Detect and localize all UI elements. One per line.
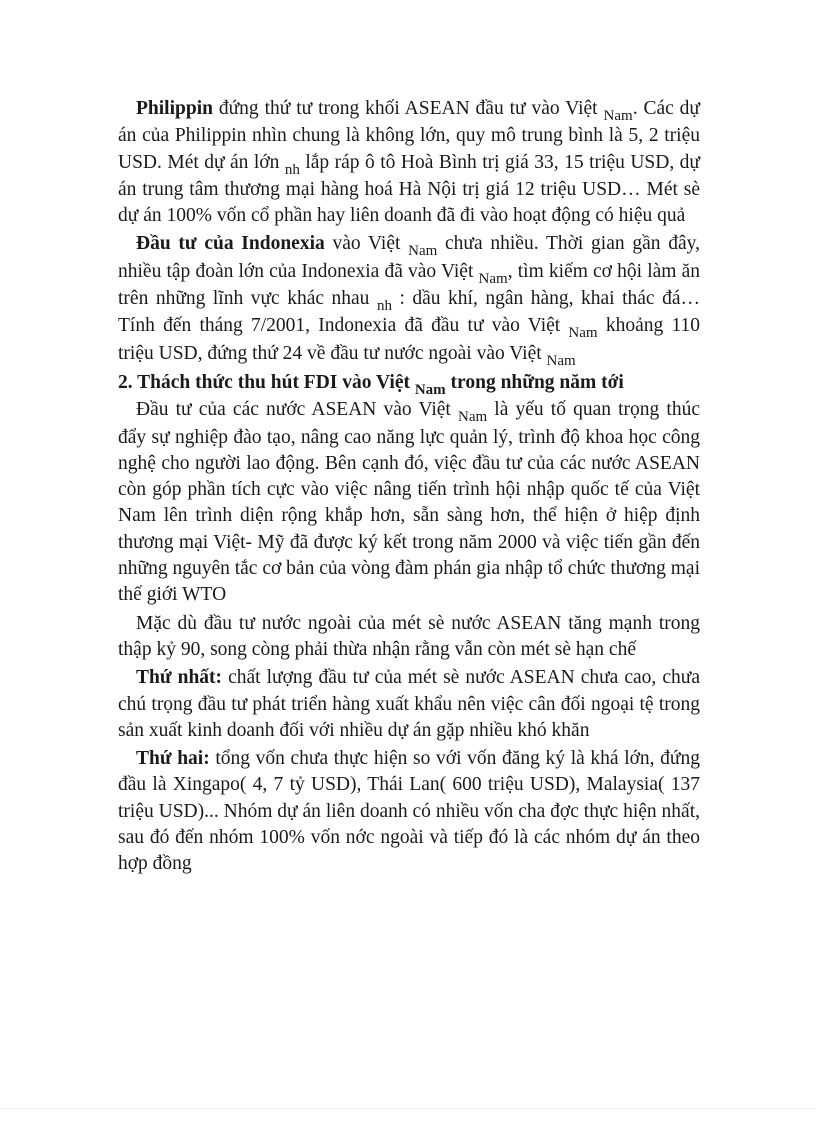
- paragraph-text: chưa nhiều. Thời gian gần đây, nhiều tập đoàn lớn của Indonexia đã vào Việt: [118, 233, 700, 282]
- paragraph: [118, 231, 700, 367]
- paragraph: [118, 611, 700, 664]
- paragraph: [118, 665, 700, 744]
- page-bottom-divider: [0, 1108, 816, 1109]
- paragraph-lead: Thứ hai:: [136, 748, 210, 770]
- paragraph-text: Đầu tư của các nước ASEAN vào Việt: [136, 399, 458, 421]
- paragraph: [118, 746, 700, 877]
- paragraph-text: vào Việt: [324, 233, 409, 255]
- subscript-text: Nam: [568, 325, 598, 342]
- paragraph-text: tổng vốn chưa thực hiện so với vốn đăng ký là khá lớn, đứng đầu là Xingapo( 4, 7 tỷ USD), Thái Lan( 600 triệu USD), Malaysia( 137 triệu USD)... Nhóm dự án liên doanh có nhiều vốn cha đợc thực hiện nhất, sau đó đến nhóm 100% vốn nớc ngoài và tiếp đó là các nhóm dự án theo hợp đồng: [118, 748, 700, 875]
- paragraph: [118, 397, 700, 608]
- paragraph-text: 2. Thách thức thu hút FDI vào Việt: [118, 371, 415, 393]
- paragraph-lead: Thứ nhất:: [136, 667, 223, 689]
- paragraph-text: khoảng 110 triệu USD, đứng thứ 24 về đầu tư nước ngoài vào Việt: [118, 315, 700, 364]
- section-heading: [118, 370, 700, 397]
- paragraph-lead: Đầu tư của Indonexia: [136, 233, 325, 255]
- paragraph-text: là yếu tố quan trọng thúc đẩy sự nghiệp đào tạo, nâng cao năng lực quản lý, trình độ khoa học công nghệ cho người lao động. Bên cạnh đó, việc đầu tư của các nước ASEAN còn góp phần tích cực vào việc nâng tiến trình hội nhập quốc tế của Việt Nam lên trình diện rộng khắp hơn, sẵn sàng hơn, thể hiện ở hiệp định thương mại Việt- Mỹ đã được ký kết trong năm 2000 và việc tiến gần đến những nguyên tắc cơ bản của vòng đàm phán gia nhập tổ chức thương mại thế giới WTO: [118, 399, 700, 606]
- document-body: [118, 96, 700, 880]
- paragraph: [118, 96, 700, 229]
- paragraph-text: đứng thứ tư trong khối ASEAN đầu tư vào Việt: [212, 98, 604, 119]
- subscript-text: Nam: [546, 352, 576, 369]
- subscript-text: nh: [284, 161, 300, 178]
- paragraph-text: trong những năm tới: [445, 371, 624, 393]
- paragraph-text: Mặc dù đầu tư nước ngoài của mét sè nước ASEAN tăng mạnh trong thập kỷ 90, song còng phải thừa nhận rằng vẫn còn mét sè hạn chế: [118, 612, 700, 660]
- paragraph-text: lắp ráp ô tô Hoà Bình trị giá 33, 15 triệu USD, dự án trung tâm thương mại hàng hoá Hà Nội trị giá 12 triệu USD… Mét sè dự án 100% vốn cổ phần hay liên doanh đã đi vào hoạt động có hiệu quả: [118, 151, 701, 227]
- paragraph-text: , tìm kiếm cơ hội làm ăn trên những lĩnh vực khác nhau: [118, 260, 701, 310]
- paragraph-text: . Các dự án của Philippin nhìn chung là không lớn, quy mô trung bình là 5, 2 triệu USD. Mét dự án lớn: [118, 98, 700, 173]
- paragraph-lead: Philippin: [136, 98, 213, 119]
- subscript-text: Nam: [408, 243, 438, 260]
- subscript-text: Nam: [478, 270, 508, 287]
- paragraph-text: chất lượng đầu tư của mét sè nước ASEAN chưa cao, chưa chú trọng đầu tư phát triển hàng xuất khẩu nên việc cân đối ngoại tệ trong sản xuất kinh doanh đối với nhiều dự án gặp nhiều khó khăn: [118, 667, 700, 741]
- subscript-text: Nam: [603, 108, 633, 124]
- paragraph-text: : dầu khí, ngân hàng, khai thác đá… Tính đến tháng 7/2001, Indonexia đã đầu tư vào Việt: [118, 288, 700, 337]
- subscript-text: Nam: [414, 381, 446, 398]
- subscript-text: Nam: [457, 409, 488, 426]
- subscript-text: nh: [376, 298, 392, 315]
